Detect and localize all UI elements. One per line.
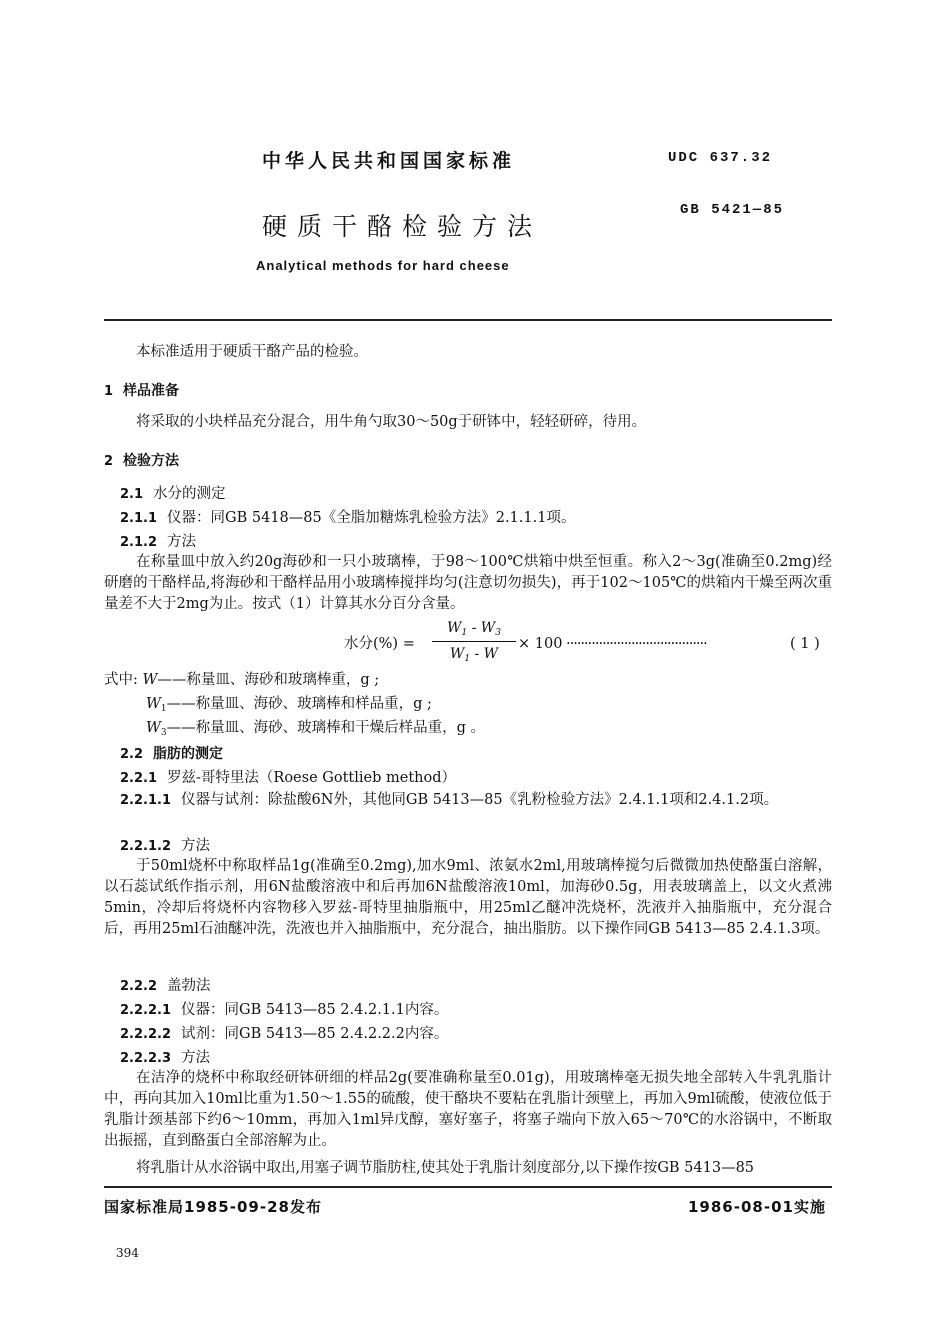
formula-lhs: 水分(%) = xyxy=(344,636,415,652)
subscript: 1 xyxy=(464,654,471,664)
section-2-2-heading xyxy=(120,744,223,765)
section-2-2-2-heading xyxy=(120,976,211,997)
section-title: 检验方法 xyxy=(123,453,180,469)
var-w3: - W xyxy=(467,620,496,636)
section-2-1-1 xyxy=(120,508,575,529)
section-number: 2.2.1.2 xyxy=(120,839,171,854)
formula-leader-dots: ······································· xyxy=(566,636,707,652)
section-title: 方法 xyxy=(167,534,197,550)
header-divider xyxy=(104,319,832,321)
footer-divider xyxy=(104,1186,832,1188)
subscript: 1 xyxy=(461,628,468,638)
var-w1: W xyxy=(449,646,465,662)
section-title: 方法 xyxy=(181,1050,210,1066)
subscript: 3 xyxy=(160,728,167,738)
section-number: 2.1.2 xyxy=(120,535,158,550)
where-prefix: 式中: xyxy=(104,672,138,688)
section-number: 2.2.1.1 xyxy=(120,793,171,808)
section-2-2-1-1 xyxy=(104,790,832,811)
section-2-2-1 xyxy=(120,768,456,789)
standard-category: 中华人民共和国国家标准 xyxy=(262,150,516,172)
var-w: - W xyxy=(470,646,499,662)
var-w1: W xyxy=(447,620,462,636)
where-line-w xyxy=(104,670,379,690)
section-2-2-1-2-heading xyxy=(120,836,210,857)
page-number: 394 xyxy=(116,1246,139,1260)
section-number: 2.1.1 xyxy=(120,511,158,526)
where-line-w3 xyxy=(146,718,485,743)
section-title: 样品准备 xyxy=(123,383,180,399)
section-title: 方法 xyxy=(181,838,210,854)
section-number: 1 xyxy=(104,384,114,399)
section-number: 2.2.2.2 xyxy=(120,1027,171,1042)
subscript: 1 xyxy=(160,704,167,714)
section-number: 2.1 xyxy=(120,487,144,502)
section-2-1-heading xyxy=(120,484,226,505)
formula-equation-number: ( 1 ) xyxy=(790,636,820,652)
section-title: 盖勃法 xyxy=(167,978,211,994)
gb-code: GB 5421—85 xyxy=(680,202,785,218)
section-number: 2.2.2.1 xyxy=(120,1003,171,1018)
section-number: 2.2.2.3 xyxy=(120,1051,171,1066)
udc-code: UDC 637.32 xyxy=(668,150,773,166)
formula-numerator xyxy=(432,620,516,638)
section-2-2-2-3-text-continued: 将乳脂计从水浴锅中取出,用塞子调节脂肪柱,使其处于乳脂计刻度部分,以下操作按GB 5413—85 xyxy=(136,1160,755,1176)
section-2-heading xyxy=(104,450,179,470)
section-text: 试剂：同GB 5413—85 2.4.2.2.2内容。 xyxy=(181,1026,449,1042)
subscript: 3 xyxy=(495,628,501,638)
where-desc: ——称量皿、海砂和玻璃棒重，g ; xyxy=(157,672,380,688)
effective-date: 1986-08-01实施 xyxy=(688,1198,826,1216)
section-title: 水分的测定 xyxy=(153,486,226,502)
where-desc: ——称量皿、海砂、玻璃棒和样品重，g ; xyxy=(166,696,432,712)
page-title: 硬质干酪检验方法 xyxy=(262,212,543,241)
section-text: 仪器：同GB 5418—85《全脂加糖炼乳检验方法》2.1.1.1项。 xyxy=(167,510,576,526)
var-w1: W xyxy=(146,696,161,712)
var-w3: W xyxy=(146,720,161,736)
var-w: W xyxy=(142,672,158,688)
section-title: 脂肪的测定 xyxy=(153,746,224,762)
section-text: 仪器：同GB 5413—85 2.4.2.1.1内容。 xyxy=(181,1002,449,1018)
page-subtitle-english: Analytical methods for hard cheese xyxy=(256,258,510,273)
section-2-1-2-heading xyxy=(120,532,196,553)
fraction-bar xyxy=(432,641,516,642)
intro-text: 本标准适用于硬质干酪产品的检验。 xyxy=(136,344,368,360)
section-number: 2.2.1 xyxy=(120,771,158,786)
section-2-2-2-1 xyxy=(120,1000,448,1021)
where-line-w1 xyxy=(146,694,432,719)
section-number: 2 xyxy=(104,454,114,469)
issue-date: 国家标准局1985-09-28发布 xyxy=(104,1198,322,1216)
formula-denominator xyxy=(432,646,516,664)
section-1-text: 将采取的小块样品充分混合，用牛角勺取30～50g于研钵中，轻轻研碎，待用。 xyxy=(136,414,647,430)
section-text: 仪器与试剂：除盐酸6N外，其他同GB 5413—85《乳粉检验方法》2.4.1.1项和2.4.1.2项。 xyxy=(181,792,779,808)
section-number: 2.2.2 xyxy=(120,979,158,994)
formula-multiplier: × 100 xyxy=(518,636,563,652)
section-2-1-2-text: 在称量皿中放入约20g海砂和一只小玻璃棒，于98～100℃烘箱中烘至恒重。称入2～3g(准确至0.2mg)经研磨的干酪样品,将海砂和干酪样品用小玻璃棒搅拌均匀(注意切勿损失)，再于102～105℃的烘箱内干燥至两次重量差不大于2mg为止。按式（1）计算其水分百分含量。 xyxy=(104,554,832,612)
where-desc: ——称量皿、海砂、玻璃棒和干燥后样品重，g 。 xyxy=(166,720,486,736)
section-text: 罗兹-哥特里法（Roese Gottlieb method） xyxy=(167,770,456,786)
section-2-2-2-2 xyxy=(120,1024,448,1045)
section-1-heading xyxy=(104,380,179,400)
section-2-2-1-2-text: 于50ml烧杯中称取样品1g(准确至0.2mg),加水9ml、浓氨水2ml,用玻璃棒搅匀后微微加热使酪蛋白溶解，以石蕊试纸作指示剂，用6N盐酸溶液中和后再加6N盐酸溶液10ml，加海砂0.5g，用表玻璃盖上，以文火煮沸5min，冷却后将烧杯内容物移入罗兹-哥特里抽脂瓶中，用25ml乙醚冲洗烧杯，洗液并入抽脂瓶中，充分混合后，再用25ml石油醚冲洗，洗液也并入抽脂瓶中，充分混合，抽出脂肪。以下操作同GB 5413—85 2.4.1.3项。 xyxy=(104,858,832,937)
section-number: 2.2 xyxy=(120,747,144,762)
section-2-2-2-3-text: 在洁净的烧杯中称取经研钵研细的样品2g(要准确称量至0.01g)，用玻璃棒毫无损失地全部转入牛乳乳脂计中，再向其加入10ml比重为1.50～1.55的硫酸，使干酪块不要粘在乳脂计颈壁上，再加入9ml硫酸，使液位低于乳脂计颈基部下约6～10mm，再加入1ml异戊醇，塞好塞子，将塞子端向下放入65～70℃的水浴锅中，不断取出振摇，直到酪蛋白全部溶解为止。 xyxy=(104,1070,832,1149)
section-2-2-2-3-heading xyxy=(120,1048,210,1069)
